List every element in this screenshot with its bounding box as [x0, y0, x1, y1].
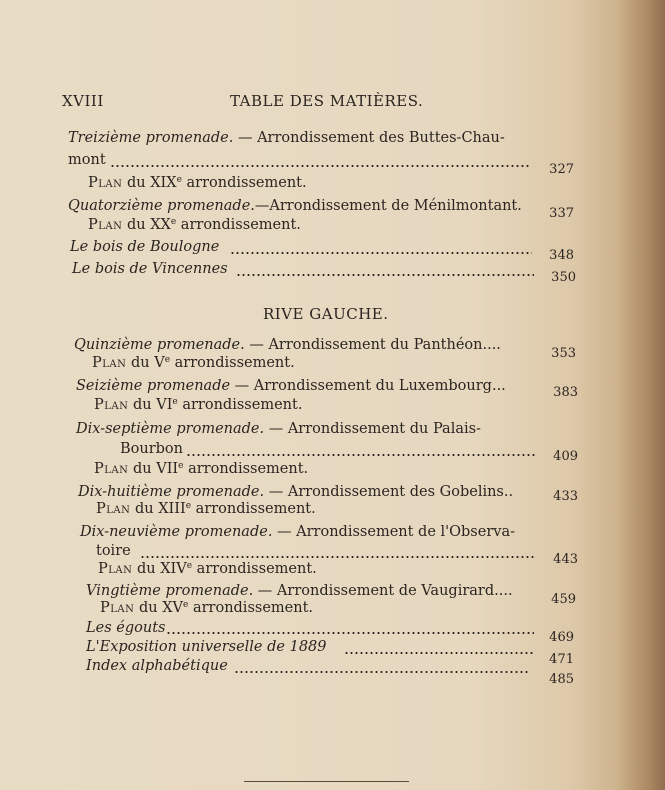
page-number: 485	[549, 672, 574, 687]
page-number: 469	[549, 630, 574, 645]
entry-text: — Arrondissement des Gobelins..	[264, 484, 514, 500]
page-number: 383	[553, 385, 578, 400]
entry-title: Le bois de Boulogne	[70, 239, 220, 255]
page-number: 459	[551, 592, 576, 607]
entry-title: Les égouts	[86, 620, 166, 636]
plan-line: Plan du XIIIe arrondissement.	[96, 501, 316, 517]
entry-title: Quatorzième promenade.	[68, 198, 255, 214]
page-number: 350	[551, 270, 576, 285]
entry-title: Seizième promenade	[76, 378, 231, 394]
plan-line: Plan du XXe arrondissement.	[88, 217, 301, 233]
entry-continuation: Bourbon	[120, 441, 184, 457]
plan-line: Plan du VIe arrondissement.	[94, 397, 303, 413]
page-number: 409	[553, 449, 578, 464]
leader-dots	[234, 671, 530, 673]
entry-text: — Arrondissement du Luxembourg...	[230, 378, 506, 394]
entry-title: Le bois de Vincennes	[72, 261, 228, 277]
entry-text: — Arrondissement de Vaugirard....	[253, 583, 513, 599]
entry-text: — Arrondissement des Buttes-Chau-	[233, 130, 505, 146]
entry-title: Index alphabétique	[86, 658, 228, 674]
plan-line: Plan du XIVe arrondissement.	[98, 561, 317, 577]
bottom-rule	[244, 781, 409, 782]
plan-line: Plan du VIIe arrondissement.	[94, 461, 309, 477]
entry-title: Dix-neuvième promenade.	[80, 524, 273, 540]
entry-text: — Arrondissement du Palais-	[264, 421, 481, 437]
entry-continuation: mont	[68, 152, 106, 168]
entry-title: Dix-septième promenade.	[76, 421, 265, 437]
entry-title: Vingtième promenade.	[86, 583, 254, 599]
plan-line: Plan du Ve arrondissement.	[92, 355, 295, 371]
leader-dots	[166, 632, 534, 634]
page-number: 443	[553, 552, 578, 567]
entry-text: —Arrondissement de Ménilmontant.	[254, 198, 522, 214]
page-number: 471	[549, 652, 574, 667]
page-number: 433	[553, 489, 578, 504]
leader-dots	[186, 454, 536, 456]
leader-dots	[230, 252, 532, 254]
entry-title: Quinzième promenade.	[74, 337, 245, 353]
leader-dots	[236, 274, 534, 276]
leader-dots	[110, 165, 530, 167]
plan-line: Plan du XVe arrondissement.	[100, 600, 314, 616]
plan-line: Plan du XIXe arrondissement.	[88, 175, 307, 191]
entry-title: L'Exposition universelle de 1889	[86, 639, 327, 655]
page-number: 337	[549, 206, 574, 221]
page-number: 353	[551, 346, 576, 361]
page-header	[62, 92, 542, 114]
entry-title: Treizième promenade.	[68, 130, 234, 146]
entry-continuation: toire	[96, 543, 131, 559]
page-folio: XVIII	[62, 92, 104, 110]
page-number: 327	[549, 162, 574, 177]
leader-dots	[344, 652, 534, 654]
entry-text: — Arrondissement du Panthéon....	[244, 337, 501, 353]
page-gutter-shadow	[617, 0, 665, 790]
entry-text: — Arrondissement de l'Observa-	[272, 524, 516, 540]
section-heading: RIVE GAUCHE.	[263, 305, 389, 323]
page-number: 348	[549, 248, 574, 263]
entry-title: Dix-huitième promenade.	[78, 484, 265, 500]
running-title: TABLE DES MATIÈRES.	[230, 92, 424, 110]
leader-dots	[140, 556, 536, 558]
